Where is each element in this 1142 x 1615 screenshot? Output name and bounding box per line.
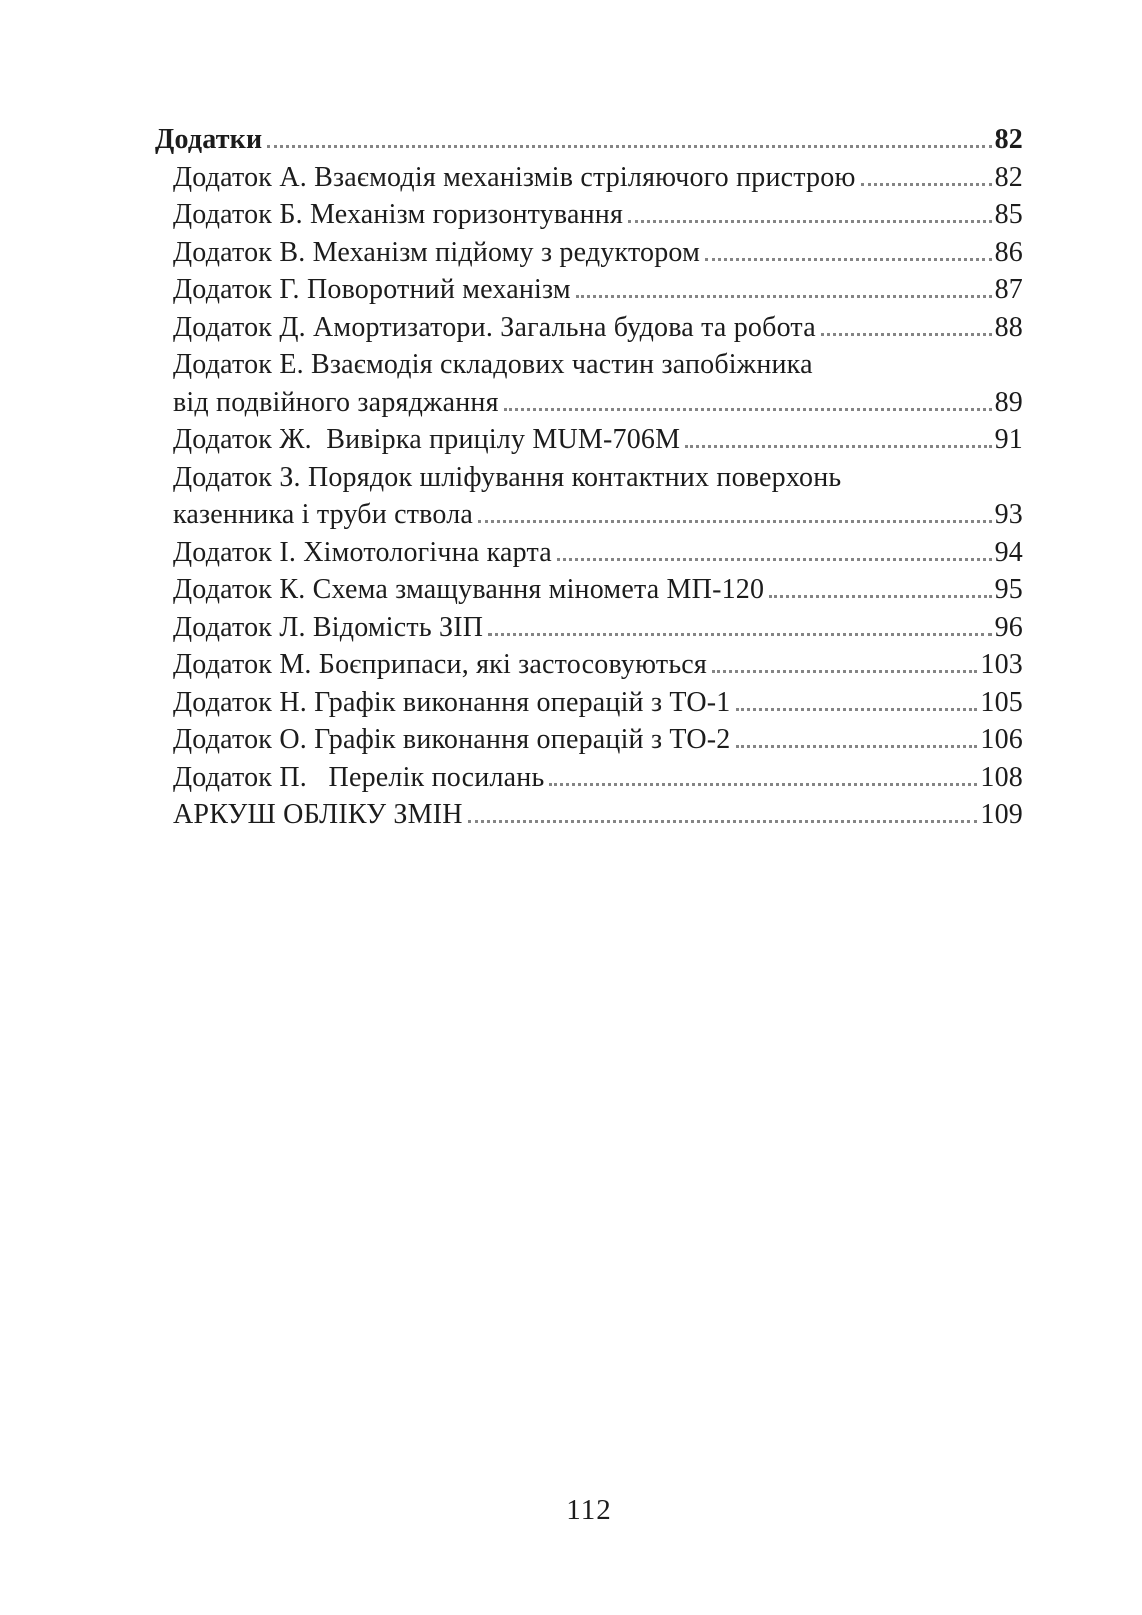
toc-entry-row — [173, 796, 1023, 834]
toc-entry-row — [173, 534, 1023, 572]
toc-entry-page-number: 93 — [994, 499, 1023, 530]
toc-heading-label: Додатки — [155, 124, 263, 155]
toc-entry-label: Додаток М. Боєприпаси, які застосовуються — [173, 649, 707, 680]
toc-entry-row — [173, 271, 1023, 309]
toc-entry — [173, 646, 1023, 684]
toc-entry — [173, 421, 1023, 459]
dot-leader — [557, 558, 992, 561]
toc-entry-label: Додаток Ж. Вивірка прицілу MUM-706М — [173, 424, 681, 455]
dot-leader — [769, 595, 991, 598]
toc-entry-page-number: 86 — [994, 236, 1023, 268]
toc-entry-page-number: 105 — [980, 686, 1023, 718]
dot-leader — [549, 783, 977, 786]
toc-entry — [173, 271, 1023, 309]
toc-entry-row — [173, 421, 1023, 459]
toc-entry — [173, 796, 1023, 834]
toc-entry-row — [173, 196, 1023, 234]
toc-entry-page-number: 106 — [980, 724, 1023, 755]
toc-entry-row — [173, 159, 1023, 197]
toc-entry-list — [155, 159, 1023, 834]
toc-entry-page-number: 95 — [994, 574, 1023, 605]
toc-entry-label: від подвійного заряджання — [173, 386, 499, 418]
toc-entry-row — [173, 646, 1023, 684]
toc-entry-line: Додаток З. Порядок шліфування контактних поверхонь — [173, 461, 842, 493]
toc-entry-row — [173, 609, 1023, 647]
toc-entry-page-number: 91 — [994, 424, 1023, 455]
dot-leader — [478, 520, 992, 523]
toc-entry — [173, 571, 1023, 609]
toc-heading-row — [155, 121, 1023, 159]
dot-leader — [821, 333, 992, 336]
toc-entry-page-number: 89 — [994, 386, 1023, 418]
toc-entry — [173, 159, 1023, 197]
toc-entry — [173, 346, 1023, 421]
toc-entry — [173, 234, 1023, 272]
toc-entry-row — [173, 721, 1023, 759]
dot-leader — [504, 408, 992, 411]
page-number: 112 — [566, 1494, 612, 1526]
dot-leader — [576, 295, 992, 298]
dot-leader — [712, 670, 977, 673]
toc-entry — [173, 684, 1023, 722]
toc-entry-row — [173, 384, 1023, 422]
dot-leader — [705, 258, 992, 261]
toc-entry-page-number: 88 — [994, 311, 1023, 343]
toc-entry-label: Додаток П. Перелік посилань — [173, 761, 545, 793]
toc-entry-label: Додаток Б. Механізм горизонтування — [173, 199, 624, 230]
toc-entry-page-number: 103 — [980, 649, 1023, 680]
dot-leader — [861, 183, 992, 186]
toc-entry-label: Додаток О. Графік виконання операцій з ТО-2 — [173, 724, 731, 755]
toc-entry-row — [173, 496, 1023, 534]
toc-entry — [173, 534, 1023, 572]
toc-entry — [173, 759, 1023, 797]
toc-entry-page-number: 82 — [994, 161, 1023, 193]
toc-entry-row — [173, 684, 1023, 722]
dot-leader — [685, 445, 991, 448]
toc-entry-label: Додаток Н. Графік виконання операцій з ТО-1 — [173, 686, 731, 718]
toc-entry — [173, 196, 1023, 234]
toc-entry-label: Додаток К. Схема змащування міномета МП-120 — [173, 574, 765, 605]
dot-leader — [736, 745, 978, 748]
toc-entry-label: Додаток Д. Амортизатори. Загальна будова та робота — [173, 311, 816, 343]
toc-entry-row — [173, 759, 1023, 797]
dot-leader — [628, 220, 992, 223]
toc-entry-label: Додаток І. Хімотологічна карта — [173, 536, 552, 568]
toc-entry-page-number: 94 — [994, 536, 1023, 568]
toc-entry-label: АРКУШ ОБЛІКУ ЗМІН — [173, 799, 463, 830]
toc-entry-row — [173, 234, 1023, 272]
toc-entry-page-number: 85 — [994, 199, 1023, 230]
toc-entry — [173, 721, 1023, 759]
toc-entry-line: Додаток Е. Взаємодія складових частин запобіжника — [173, 349, 813, 380]
toc-entry-label: Додаток Г. Поворотний механізм — [173, 274, 571, 305]
dot-leader — [468, 820, 978, 823]
toc-entry-page-number: 87 — [994, 274, 1023, 305]
toc-entry-label: Додаток А. Взаємодія механізмів стріляючого пристрою — [173, 161, 856, 193]
toc-entry — [173, 309, 1023, 347]
toc-entry — [173, 609, 1023, 647]
toc-entry-row — [173, 571, 1023, 609]
toc-entry-page-number: 108 — [980, 761, 1023, 793]
toc-heading-page-number: 82 — [994, 124, 1023, 155]
dot-leader — [488, 633, 991, 636]
toc-entry-row — [173, 309, 1023, 347]
toc-entry-label: Додаток В. Механізм підйому з редуктором — [173, 236, 701, 268]
table-of-contents — [155, 121, 1023, 834]
toc-entry-page-number: 96 — [994, 611, 1023, 643]
toc-entry — [173, 459, 1023, 534]
toc-entry-label: Додаток Л. Відомість ЗІП — [173, 611, 484, 643]
page-footer — [155, 1494, 1023, 1527]
dot-leader — [267, 145, 991, 148]
toc-entry-label: казенника і труби ствола — [173, 499, 474, 530]
toc-entry-page-number: 109 — [980, 799, 1023, 830]
dot-leader — [736, 708, 978, 711]
